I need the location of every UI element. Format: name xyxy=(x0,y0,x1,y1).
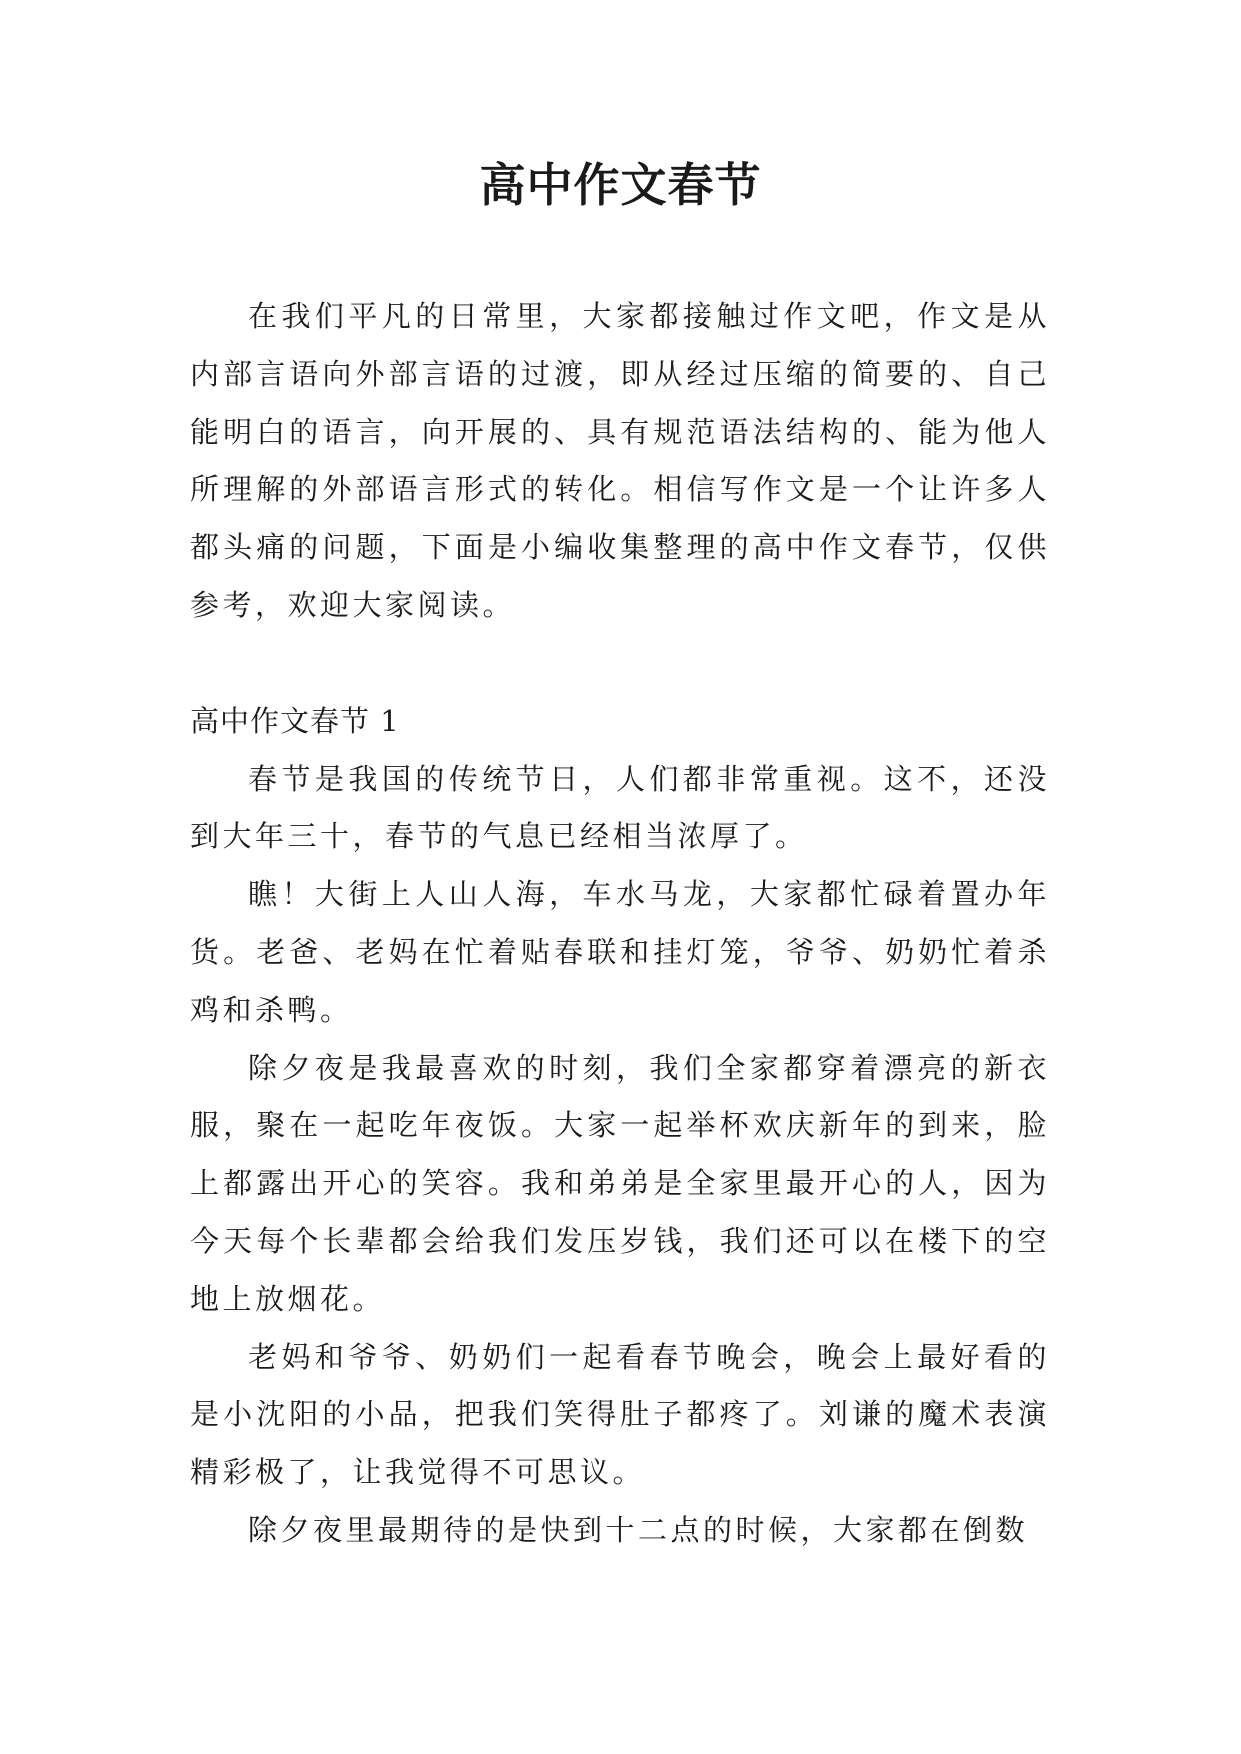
essay-paragraph-5: 除夕夜里最期待的是快到十二点的时候，大家都在倒数 xyxy=(248,1512,1029,1547)
intro-paragraph: 在我们平凡的日常里，大家都接触过作文吧，作文是从内部言语向外部言语的过渡，即从经过压缩的简要的、自己能明白的语言，向开展的、具有规范语法结构的、能为他人所理解的外部语言形式的转化。相信写作文是一个让许多人都头痛的问题，下面是小编收集整理的高中作文春节，仅供参考，欢迎大家阅读。 xyxy=(190,299,1050,622)
document-title: 高中作文春节 xyxy=(479,158,762,212)
essay-paragraph-4: 老妈和爷爷、奶奶们一起看春节晚会，晚会上最好看的是小沈阳的小品，把我们笑得肚子都疼了。刘谦的魔术表演精彩极了，让我觉得不可思议。 xyxy=(190,1339,1050,1490)
essay-paragraph-2: 瞧！大街上人山人海，车水马龙，大家都忙碌着置办年货。老爸、老妈在忙着贴春联和挂灯笼，爷爷、奶奶忙着杀鸡和杀鸭。 xyxy=(190,877,1050,1027)
section-heading: 高中作文春节 1 xyxy=(190,703,400,738)
essay-paragraph-3: 除夕夜是我最喜欢的时刻，我们全家都穿着漂亮的新衣服，聚在一起吃年夜饭。大家一起举杯欢庆新年的到来，脸上都露出开心的笑容。我和弟弟是全家里最开心的人，因为今天每个长辈都会给我们发压岁钱，我们还可以在楼下的空地上放烟花。 xyxy=(190,1050,1050,1316)
essay-paragraph-1: 春节是我国的传统节日，人们都非常重视。这不，还没到大年三十，春节的气息已经相当浓厚了。 xyxy=(190,761,1050,854)
document-body xyxy=(190,288,1050,1560)
